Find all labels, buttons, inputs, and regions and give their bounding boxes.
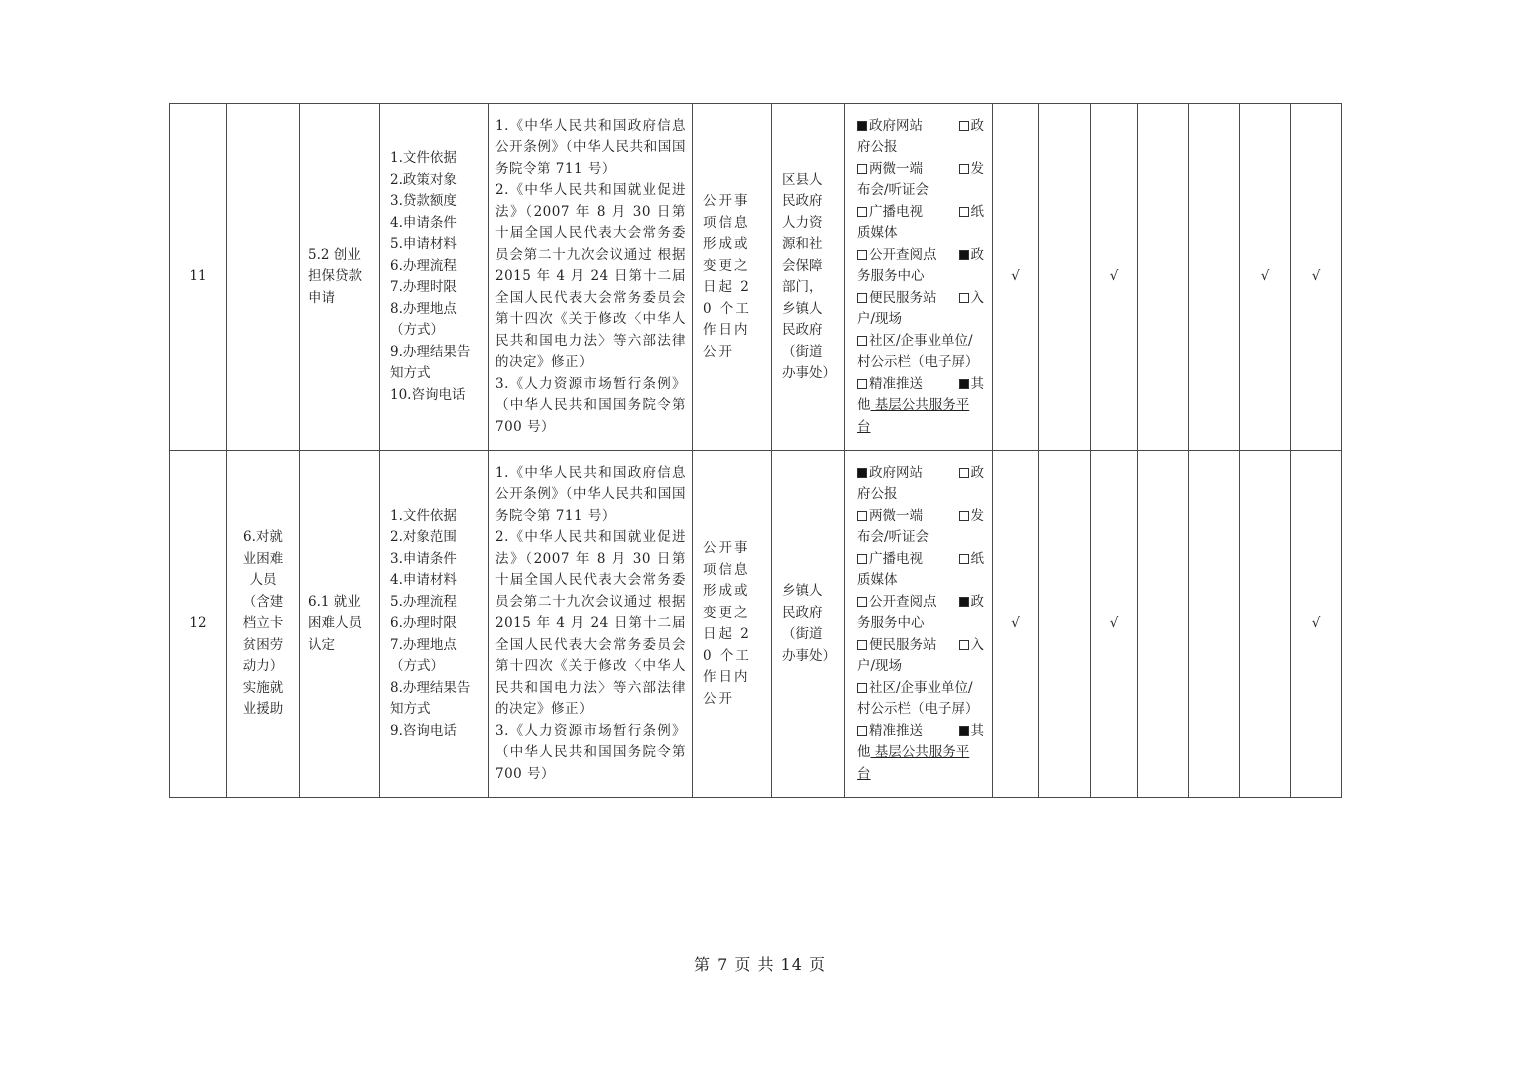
channel-label: 精准推送	[869, 375, 923, 392]
channel-label: 村公示栏（电子屏）	[857, 354, 979, 371]
check-mark: √	[1291, 104, 1342, 451]
unchecked-box-icon	[959, 293, 969, 303]
unchecked-box-icon	[857, 511, 867, 521]
channel-label: 布会/听证会	[857, 182, 930, 199]
channel-label: 便民服务站	[869, 636, 937, 653]
channel-other-underlined: 基层公共服务平	[870, 397, 970, 414]
channel-label: 政	[970, 464, 984, 481]
legal-basis-item: 1.《中华人民共和国政府信息公开条例》（中华人民共和国国务院令第 711 号）	[495, 464, 686, 524]
checked-box-icon	[959, 726, 969, 736]
unchecked-box-icon	[857, 336, 867, 346]
legal-basis-item: 3.《人力资源市场暂行条例》（中华人民共和国国务院令第 700 号）	[495, 722, 686, 782]
unchecked-box-icon	[857, 554, 867, 564]
unchecked-box-icon	[857, 683, 867, 693]
legal-basis-cell	[489, 104, 693, 451]
check-mark: √	[1291, 451, 1342, 798]
channel-other-underlined: 台	[857, 765, 871, 782]
unchecked-box-icon	[959, 554, 969, 564]
check-mark: √	[993, 104, 1039, 451]
checked-box-icon	[857, 468, 867, 478]
legal-basis-cell	[489, 451, 693, 798]
channel-label: 政	[970, 246, 984, 263]
unchecked-box-icon	[959, 207, 969, 217]
channel-other-underlined: 台	[857, 418, 871, 435]
checked-box-icon	[857, 121, 867, 131]
check-mark: √	[993, 451, 1039, 798]
channel-label: 精准推送	[869, 722, 923, 739]
checked-box-icon	[959, 379, 969, 389]
channel-label: 便民服务站	[869, 289, 937, 306]
time-limit-cell: 公开事项信息形成或变更之日起 20 个工作日内公开	[693, 451, 772, 798]
checked-box-icon	[959, 597, 969, 607]
legal-basis-item: 2.《中华人民共和国就业促进法》（2007 年 8 月 30 日第十届全国人民代表大会常务委员会第二十九次会议通过 根据 2015 年 4 月 24 日第十二届全国人民代表大会常务委员会第十四次《关于修改〈中华人民共和国电力法〉等六部法律的决定》修正）	[495, 182, 686, 371]
item-cell: 5.2 创业担保贷款申请	[300, 104, 380, 451]
channel-label: 务服务中心	[857, 268, 925, 285]
legal-basis-item: 1.《中华人民共和国政府信息公开条例》（中华人民共和国国务院令第 711 号）	[495, 117, 686, 177]
channel-label: 务服务中心	[857, 615, 925, 632]
channel-label: 府公报	[857, 486, 898, 503]
time-limit-cell: 公开事项信息形成或变更之日起 20 个工作日内公开	[693, 104, 772, 451]
unchecked-box-icon	[857, 640, 867, 650]
channel-label: 府公报	[857, 139, 898, 156]
unchecked-box-icon	[857, 164, 867, 174]
check-mark: √	[1240, 104, 1291, 451]
channel-label: 政	[970, 593, 984, 610]
table-row	[170, 104, 1342, 451]
channel-label: 纸	[970, 550, 984, 567]
channel-label: 社区/企事业单位/	[869, 332, 973, 349]
channel-label: 户/现场	[857, 658, 903, 675]
channel-label: 其	[970, 722, 984, 739]
channel-label: 社区/企事业单位/	[869, 679, 973, 696]
channel-label: 发	[970, 507, 984, 524]
channel-label: 广播电视	[869, 203, 923, 220]
channel-label: 入	[970, 636, 984, 653]
legal-basis-item: 2.《中华人民共和国就业促进法》（2007 年 8 月 30 日第十届全国人民代表大会常务委员会第二十九次会议通过 根据 2015 年 4 月 24 日第十二届全国人民代表大会常务委员会第十四次《关于修改〈中华人民共和国电力法〉等六部法律的决定》修正）	[495, 529, 686, 718]
channel-label: 其	[970, 375, 984, 392]
channel-label: 村公示栏（电子屏）	[857, 701, 979, 718]
page-footer: 第 7 页 共 14 页	[694, 955, 826, 974]
subject-cell: 区县人民政府人力资源和社会保障部门，乡镇人民政府（街道办事处）	[772, 104, 845, 451]
category-cell	[227, 104, 300, 451]
channel-label: 入	[970, 289, 984, 306]
channel-label: 布会/听证会	[857, 529, 930, 546]
channel-label: 户/现场	[857, 311, 903, 328]
table-row	[170, 451, 1342, 798]
item-cell: 6.1 就业困难人员认定	[300, 451, 380, 798]
channel-label: 两微一端	[869, 507, 923, 524]
channels-cell	[845, 451, 993, 798]
channel-label: 政府网站	[869, 117, 923, 134]
check-mark	[1039, 451, 1091, 798]
row-number: 12	[170, 451, 227, 798]
channel-label: 质媒体	[857, 225, 898, 242]
check-mark	[1039, 104, 1091, 451]
checked-box-icon	[959, 250, 969, 260]
channel-other-underlined: 基层公共服务平	[870, 744, 970, 761]
channel-label: 他	[857, 397, 871, 414]
channel-label: 广播电视	[869, 550, 923, 567]
check-mark	[1189, 104, 1240, 451]
unchecked-box-icon	[857, 726, 867, 736]
subject-cell: 乡镇人民政府（街道办事处）	[772, 451, 845, 798]
category-cell: 6.对就业困难人员（含建档立卡贫困劳动力）实施就业援助	[227, 451, 300, 798]
unchecked-box-icon	[959, 468, 969, 478]
unchecked-box-icon	[959, 511, 969, 521]
channel-label: 政府网站	[869, 464, 923, 481]
unchecked-box-icon	[959, 164, 969, 174]
row-number: 11	[170, 104, 227, 451]
channel-label: 公开查阅点	[869, 246, 937, 263]
channel-label: 质媒体	[857, 572, 898, 589]
unchecked-box-icon	[857, 207, 867, 217]
legal-basis-item: 3.《人力资源市场暂行条例》（中华人民共和国国务院令第 700 号）	[495, 375, 686, 435]
check-mark	[1138, 451, 1189, 798]
content-cell: 1.文件依据 2.对象范围 3.申请条件 4.申请材料 5.办理流程 6.办理时限 7.办理地点（方式） 8.办理结果告知方式 9.咨询电话	[380, 451, 489, 798]
channel-label: 政	[970, 117, 984, 134]
check-mark: √	[1091, 451, 1138, 798]
content-cell: 1.文件依据 2.政策对象 3.贷款额度 4.申请条件 5.申请材料 6.办理流程 7.办理时限 8.办理地点（方式） 9.办理结果告知方式 10.咨询电话	[380, 104, 489, 451]
check-mark	[1138, 104, 1189, 451]
channel-label: 两微一端	[869, 160, 923, 177]
channels-cell	[845, 104, 993, 451]
channel-label: 纸	[970, 203, 984, 220]
check-mark: √	[1091, 104, 1138, 451]
check-mark	[1240, 451, 1291, 798]
disclosure-table	[169, 103, 1342, 798]
unchecked-box-icon	[959, 640, 969, 650]
unchecked-box-icon	[857, 597, 867, 607]
unchecked-box-icon	[857, 379, 867, 389]
unchecked-box-icon	[959, 121, 969, 131]
unchecked-box-icon	[857, 250, 867, 260]
unchecked-box-icon	[857, 293, 867, 303]
channel-label: 发	[970, 160, 984, 177]
channel-label: 公开查阅点	[869, 593, 937, 610]
channel-label: 他	[857, 744, 871, 761]
check-mark	[1189, 451, 1240, 798]
